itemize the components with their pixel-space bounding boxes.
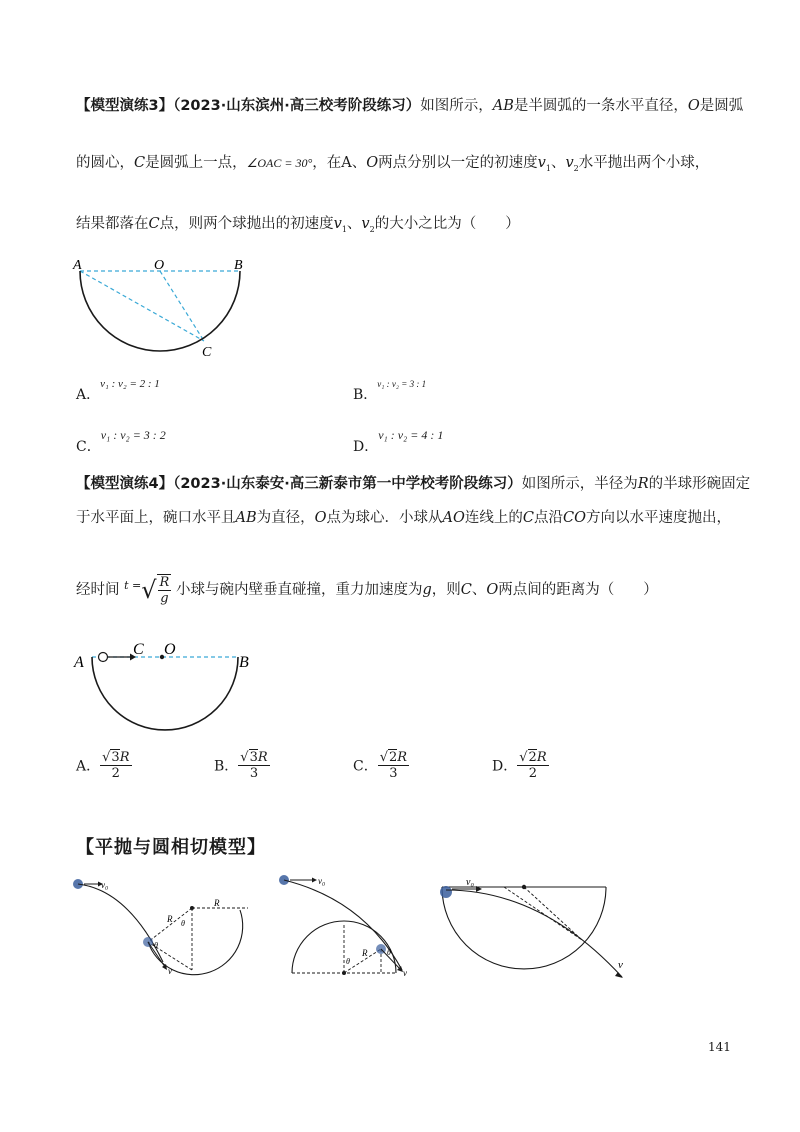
fig1-label-theta1: θ (181, 919, 185, 928)
q4-semicircle (92, 657, 238, 730)
option-letter: D． (492, 758, 518, 775)
q4-var-c: C (522, 510, 534, 526)
q4-sep: 、 (471, 582, 487, 598)
section-figure-3 (432, 872, 632, 982)
q3-text: 结果都落在 (76, 216, 149, 232)
q4-line-2 (76, 508, 731, 528)
q3-text: 两点分别以一定的初速度 (378, 155, 538, 171)
q3-angle-eq: ∠OAC = 30° (246, 156, 313, 170)
q3-line-1 (76, 96, 743, 116)
q4-label-b: B (239, 654, 249, 671)
q4-text: 于水平面上，碗口水平且 (76, 510, 236, 526)
page-number: 141 (708, 1040, 731, 1054)
fig1-trajectory (78, 884, 163, 962)
q3-text: 是圆弧 (699, 98, 744, 114)
q4-text: 点沿 (534, 510, 563, 526)
q3-var-a: A (341, 155, 352, 171)
q3-option-a[interactable] (76, 372, 160, 403)
q4-line-3 (76, 570, 658, 610)
arrow-head-icon (312, 878, 317, 883)
option-frac (517, 750, 548, 781)
q4-var-c: C (460, 582, 472, 598)
arrow-head-icon (615, 972, 623, 978)
q3-option-d[interactable] (353, 424, 444, 455)
section-title: 【平抛与圆相切模型】 (76, 837, 266, 858)
q4-text: 连线上的 (464, 510, 523, 526)
fig2-label-r: R (362, 948, 368, 958)
q3-v1-sub: 1 (545, 163, 551, 173)
fig3-label-v0: v₀ (466, 877, 474, 888)
q3-sep: 、 (351, 155, 367, 171)
q4-text: 小球与碗内壁垂直碰撞，重力加速度为 (175, 582, 423, 598)
q4-var-o: O (486, 582, 499, 598)
fig2-label-v: v (403, 968, 407, 978)
fig3-label-v: v (618, 959, 623, 971)
frac-var: R (397, 750, 408, 765)
sqrt-icon: √ (102, 750, 111, 765)
option-letter: B． (353, 387, 378, 403)
q3-line-oc (160, 271, 204, 341)
frac-rad: 2 (528, 750, 537, 765)
q3-label-o: O (154, 258, 165, 273)
q4-text: 的半球形碗固定 (648, 476, 751, 492)
option-frac (100, 750, 131, 781)
q4-frac (157, 574, 172, 606)
q3-label-a: A (73, 258, 82, 273)
q4-figure (72, 636, 262, 736)
q3-text: 的圆心， (76, 155, 134, 171)
q3-text: 水平抛出两个小球， (578, 155, 710, 171)
fig1-label-theta2: θ (154, 941, 158, 950)
frac-rad: 2 (389, 750, 398, 765)
option-letter: C． (353, 758, 378, 775)
q4-label-o: O (164, 641, 176, 658)
fig1-label-r2: R (214, 898, 220, 908)
q3-v2-sub: 2 (369, 224, 375, 234)
q3-v1: v (537, 155, 546, 171)
frac-den: 2 (111, 766, 120, 781)
option-letter: A． (76, 758, 101, 775)
fig2-center-dot (342, 971, 346, 975)
q3-option-c[interactable] (76, 424, 166, 455)
fig1-label-v: v (168, 966, 172, 976)
q4-option-b[interactable] (214, 750, 270, 781)
fig1-center-dot (190, 906, 194, 910)
q4-source: （2023·山东泰安·高三新泰市第一中学校考阶段练习） (173, 476, 522, 492)
q4-sqrt-sign: √ (141, 576, 157, 604)
q4-var-g: g (422, 582, 432, 598)
option-eq: v₁ : v₂ = 3 : 1 (377, 379, 427, 389)
q3-var-o: O (687, 98, 700, 114)
q3-label-c: C (202, 345, 212, 360)
fig2-label-v0: v₀ (318, 876, 326, 886)
q4-label-c: C (133, 641, 144, 658)
section-figure-2 (274, 870, 424, 985)
option-eq: v₁ : v₂ = 3 : 2 (100, 428, 166, 442)
q3-semicircle (80, 271, 240, 351)
q3-label-b: B (234, 258, 243, 273)
section-figure-1 (68, 870, 268, 980)
q3-text: 是圆弧上一点， (145, 155, 247, 171)
q4-option-a[interactable] (76, 750, 132, 781)
fig1-label-r1: R (167, 914, 173, 924)
q3-v2: v (361, 216, 370, 232)
q4-text: 经时间 (76, 582, 120, 598)
q4-label-a: A (74, 654, 84, 671)
q3-var-o: O (366, 155, 379, 171)
q4-text: 点为球心．小球从 (326, 510, 443, 526)
q3-line-2 (76, 153, 709, 179)
fig2-label-theta1: θ (346, 957, 350, 966)
q3-line-3 (76, 214, 520, 240)
fig3-radius (524, 887, 582, 940)
q3-sep: 、 (346, 216, 362, 232)
q4-var-ab: AB (235, 510, 257, 526)
sqrt-icon: √ (519, 750, 528, 765)
option-letter: C． (76, 439, 101, 455)
q3-figure (70, 255, 255, 365)
option-letter: A． (76, 387, 101, 403)
q4-tag: 【模型演练4】 (76, 476, 174, 492)
q3-v1-sub: 1 (341, 224, 347, 234)
option-eq: v₁ : v₂ = 2 : 1 (100, 378, 160, 390)
q4-text: ，则 (431, 582, 461, 598)
frac-var: R (536, 750, 547, 765)
q4-text: 为直径， (256, 510, 315, 526)
q3-source: （2023·山东滨州·高三校考阶段练习） (173, 98, 421, 114)
q3-line-ac (80, 271, 204, 341)
q3-sep: 、 (550, 155, 566, 171)
option-letter: B． (214, 758, 239, 775)
fig1-label-v0: v₀ (101, 880, 109, 890)
ball-start-icon (440, 886, 452, 898)
q3-var-ab: AB (492, 98, 514, 114)
q4-ball (99, 653, 108, 662)
frac-num: R (159, 575, 170, 590)
fig3-semicircle (442, 887, 606, 969)
q4-var-r: R (637, 476, 649, 492)
q4-var-ao: AO (442, 510, 465, 526)
option-frac (378, 750, 409, 781)
sqrt-icon: √ (240, 750, 249, 765)
sqrt-icon: √ (379, 750, 389, 765)
frac-den: 2 (528, 766, 538, 781)
option-eq: v₁ : v₂ = 4 : 1 (378, 428, 444, 442)
q3-v1: v (333, 216, 342, 232)
fig3-trajectory (446, 890, 622, 977)
option-letter: D． (353, 439, 379, 455)
fig2-trajectory (284, 880, 402, 970)
q4-text: 两点间的距离为（ ） (498, 582, 658, 598)
q3-tag: 【模型演练3】 (76, 98, 174, 114)
q3-v2: v (565, 155, 574, 171)
q3-v2-sub: 2 (573, 163, 579, 173)
q3-var-c: C (148, 216, 160, 232)
fig3-tangent (504, 887, 582, 940)
q3-text: 如图所示， (420, 98, 493, 114)
q4-option-c[interactable] (353, 750, 409, 781)
frac-den: 3 (389, 766, 398, 781)
frac-rad: 3 (111, 750, 120, 765)
fig2-label-theta2: θ (387, 948, 391, 957)
q4-line-1 (76, 474, 750, 494)
frac-var: R (119, 750, 130, 765)
q3-text: 点，则两个球抛出的初速度 (159, 216, 334, 232)
frac-rad: 3 (249, 750, 258, 765)
option-frac (238, 750, 269, 781)
q4-var-o: O (314, 510, 327, 526)
q4-text: 方向以水平速度抛出， (585, 510, 731, 526)
frac-den: g (160, 591, 169, 606)
q4-t-eq: t = (124, 579, 142, 592)
q3-text: 是半圆弧的一条水平直径， (513, 98, 688, 114)
q4-text: 如图所示，半径为 (521, 476, 638, 492)
q3-option-b[interactable] (353, 372, 427, 403)
q4-option-d[interactable] (492, 750, 549, 781)
q3-text: ，在 (312, 155, 342, 171)
fig1-arc (148, 910, 243, 975)
q3-text: 的大小之比为（ ） (374, 216, 520, 232)
frac-den: 3 (249, 766, 259, 781)
frac-var: R (257, 750, 268, 765)
q4-var-co: CO (563, 510, 586, 526)
q3-var-c: C (134, 155, 146, 171)
